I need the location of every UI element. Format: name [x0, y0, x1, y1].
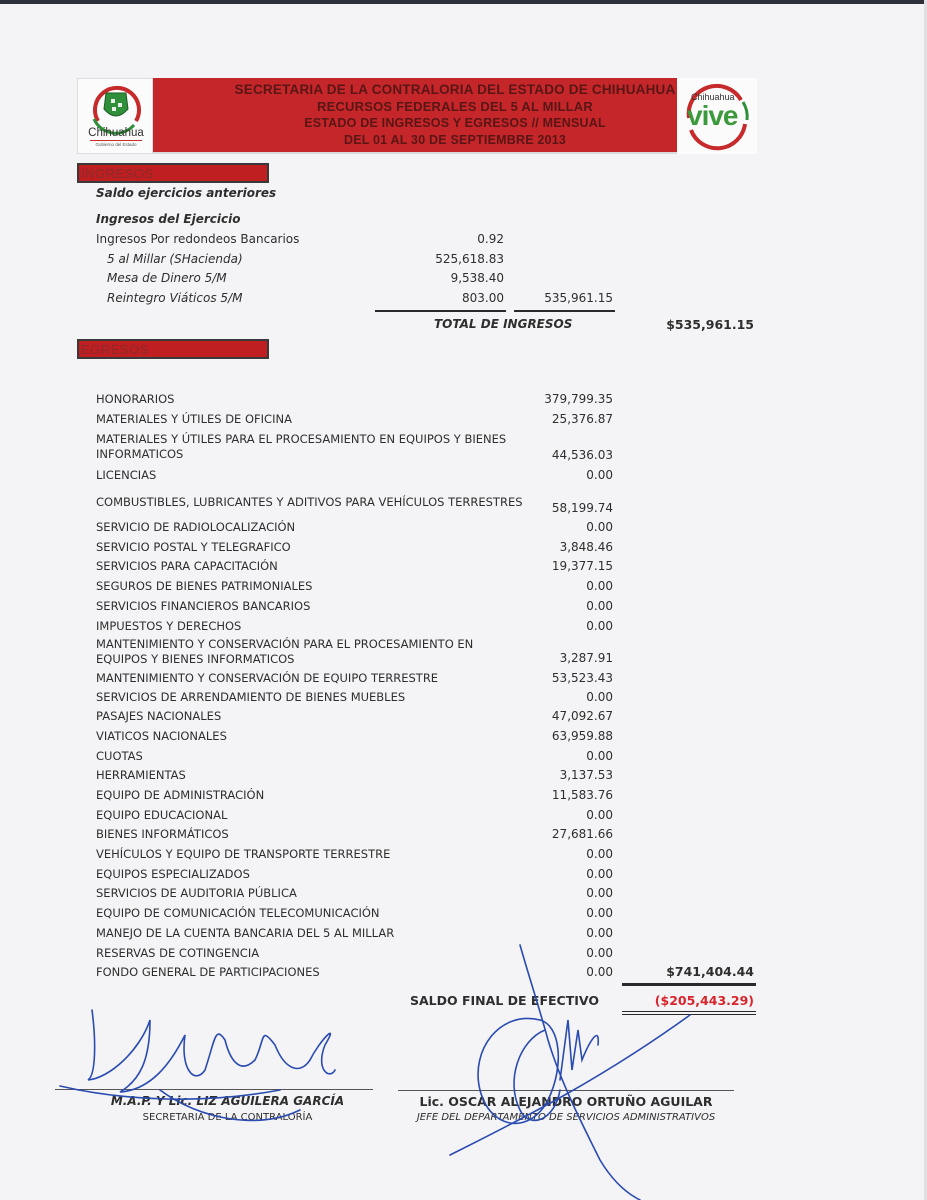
- egreso-label: HERRAMIENTAS: [96, 768, 186, 782]
- egreso-value: 0.00: [586, 946, 613, 960]
- egreso-value: 53,523.43: [551, 671, 613, 685]
- title-line-1: SECRETARIA DE LA CONTRALORIA DEL ESTADO DE CHIHUAHUA: [234, 82, 676, 97]
- ingreso-label: 5 al Millar (SHacienda): [107, 252, 243, 266]
- signature-stroke-right-4: [560, 1020, 598, 1080]
- egreso-label-continued: INFORMATICOS: [96, 447, 184, 461]
- egreso-label: EQUIPOS ESPECIALIZADOS: [96, 867, 250, 881]
- egreso-label: SERVICIOS FINANCIEROS BANCARIOS: [96, 599, 311, 613]
- left-logo-text: Chihuahua: [88, 127, 144, 139]
- total-egresos-value: $741,404.44: [666, 964, 754, 979]
- egreso-value: 58,199.74: [551, 501, 613, 515]
- egreso-value: 11,583.76: [551, 788, 613, 802]
- egreso-label: LICENCIAS: [96, 468, 157, 482]
- egreso-label: MANEJO DE LA CUENTA BANCARIA DEL 5 AL MILLAR: [96, 926, 395, 940]
- egreso-label: SERVICIOS DE ARRENDAMIENTO DE BIENES MUEBLES: [96, 690, 406, 704]
- title-line-4: DEL 01 AL 30 DE SEPTIEMBRE 2013: [343, 133, 567, 147]
- egreso-label-continued: EQUIPOS Y BIENES INFORMATICOS: [96, 652, 295, 666]
- egreso-value: 3,848.46: [559, 540, 613, 554]
- egreso-value: 27,681.66: [551, 827, 613, 841]
- egreso-label: RESERVAS DE COTINGENCIA: [96, 946, 260, 960]
- total-ingresos-label: TOTAL DE INGRESOS: [434, 317, 573, 331]
- egreso-value: 0.00: [586, 926, 613, 940]
- ingreso-label: Ingresos Por redondeos Bancarios: [96, 232, 300, 246]
- saldo-final-label: SALDO FINAL DE EFECTIVO: [410, 993, 599, 1008]
- egreso-label: MANTENIMIENTO Y CONSERVACIÓN DE EQUIPO TERRESTRE: [96, 671, 439, 685]
- egreso-label: EQUIPO DE ADMINISTRACIÓN: [96, 788, 265, 802]
- signature-stroke-right-3: [514, 1030, 560, 1120]
- egreso-value: 0.00: [586, 520, 613, 534]
- ingreso-label: Reintegro Viáticos 5/M: [107, 291, 243, 305]
- egreso-value: 19,377.15: [551, 559, 613, 573]
- egreso-value: 0.00: [586, 886, 613, 900]
- signatory-name-right: Lic. OSCAR ALEJANDRO ORTUÑO AGUILAR: [419, 1094, 713, 1109]
- saldo-anteriores-label: Saldo ejercicios anteriores: [96, 186, 277, 200]
- egreso-value: 0.00: [586, 599, 613, 613]
- ingreso-label: Mesa de Dinero 5/M: [107, 271, 227, 285]
- ingreso-value: 9,538.40: [450, 271, 504, 285]
- right-logo-text-top: Chihuahua: [691, 92, 735, 102]
- signatory-name-left: M.A.P. Y Lic. LIZ AGUILERA GARCÍA: [110, 1094, 345, 1108]
- egreso-label: EQUIPO EDUCACIONAL: [96, 808, 228, 822]
- ingresos-subtotal: 535,961.15: [544, 291, 613, 305]
- signature-stroke-right-1: [520, 945, 640, 1200]
- egreso-value: 0.00: [586, 867, 613, 881]
- egreso-value: 0.00: [586, 468, 613, 482]
- egreso-label: VIATICOS NACIONALES: [96, 729, 227, 743]
- egreso-label: MATERIALES Y ÚTILES PARA EL PROCESAMIENTO EN EQUIPOS Y BIENES: [96, 432, 507, 446]
- left-logo-subtext: Gobierno del Estado: [95, 142, 137, 147]
- title-line-3: ESTADO DE INGRESOS Y EGRESOS // MENSUAL: [304, 116, 606, 130]
- egreso-label: BIENES INFORMÁTICOS: [96, 827, 229, 841]
- egreso-label: FONDO GENERAL DE PARTICIPACIONES: [96, 965, 320, 979]
- egreso-value: 0.00: [586, 579, 613, 593]
- egreso-label: MATERIALES Y ÚTILES DE OFICINA: [96, 412, 292, 426]
- egreso-value: 379,799.35: [544, 392, 613, 406]
- total-ingresos-value: $535,961.15: [666, 317, 754, 332]
- egreso-value: 47,092.67: [551, 709, 613, 723]
- egreso-label: SERVICIO POSTAL Y TELEGRAFICO: [96, 540, 291, 554]
- egreso-value: 0.00: [586, 847, 613, 861]
- ingreso-value: 803.00: [462, 291, 504, 305]
- egreso-value: 44,536.03: [551, 448, 613, 462]
- egreso-label: IMPUESTOS Y DERECHOS: [96, 619, 242, 633]
- egreso-label: SEGUROS DE BIENES PATRIMONIALES: [96, 579, 313, 593]
- egreso-value: 0.00: [586, 965, 613, 979]
- egreso-label: SERVICIOS PARA CAPACITACIÓN: [96, 559, 278, 573]
- egreso-label: SERVICIO DE RADIOLOCALIZACIÓN: [96, 520, 296, 534]
- egreso-label: EQUIPO DE COMUNICACIÓN TELECOMUNICACIÓN: [96, 906, 380, 920]
- egreso-label: CUOTAS: [96, 749, 143, 763]
- title-line-2: RECURSOS FEDERALES DEL 5 AL MILLAR: [317, 99, 593, 114]
- ingreso-value: 0.92: [477, 232, 504, 246]
- ingreso-value: 525,618.83: [435, 252, 504, 266]
- egreso-value: 0.00: [586, 906, 613, 920]
- right-logo-text-main: vive: [687, 100, 738, 131]
- signature-stroke-left: [88, 1010, 335, 1092]
- egreso-value: 0.00: [586, 749, 613, 763]
- egresos-section-label: EGRESOS: [81, 342, 149, 357]
- egreso-label: COMBUSTIBLES, LUBRICANTES Y ADITIVOS PARA VEHÍCULOS TERRESTRES: [96, 495, 523, 509]
- signatory-title-left: SECRETARIA DE LA CONTRALORÍA: [142, 1112, 313, 1123]
- ingresos-ejercicio-label: Ingresos del Ejercicio: [96, 212, 241, 226]
- egreso-value: 0.00: [586, 808, 613, 822]
- signature-stroke-left-3: [160, 1090, 300, 1120]
- egreso-label: PASAJES NACIONALES: [96, 709, 222, 723]
- egreso-label: SERVICIOS DE AUDITORIA PÚBLICA: [96, 886, 297, 900]
- egreso-label: MANTENIMIENTO Y CONSERVACIÓN PARA EL PROCESAMIENTO EN: [96, 637, 474, 651]
- egreso-value: 63,959.88: [551, 729, 613, 743]
- saldo-final-value: ($205,443.29): [654, 993, 754, 1008]
- egreso-value: 3,137.53: [559, 768, 613, 782]
- egreso-value: 0.00: [586, 619, 613, 633]
- signatory-title-right: JEFE DEL DEPARTAMENTO DE SERVICIOS ADMINISTRATIVOS: [416, 1112, 716, 1123]
- egreso-value: 25,376.87: [551, 412, 613, 426]
- egreso-label: VEHÍCULOS Y EQUIPO DE TRANSPORTE TERRESTRE: [96, 847, 391, 861]
- egreso-value: 0.00: [586, 690, 613, 704]
- ingresos-section-label: INGRESOS: [81, 166, 154, 181]
- egreso-value: 3,287.91: [559, 651, 613, 665]
- egreso-label: HONORARIOS: [96, 392, 175, 406]
